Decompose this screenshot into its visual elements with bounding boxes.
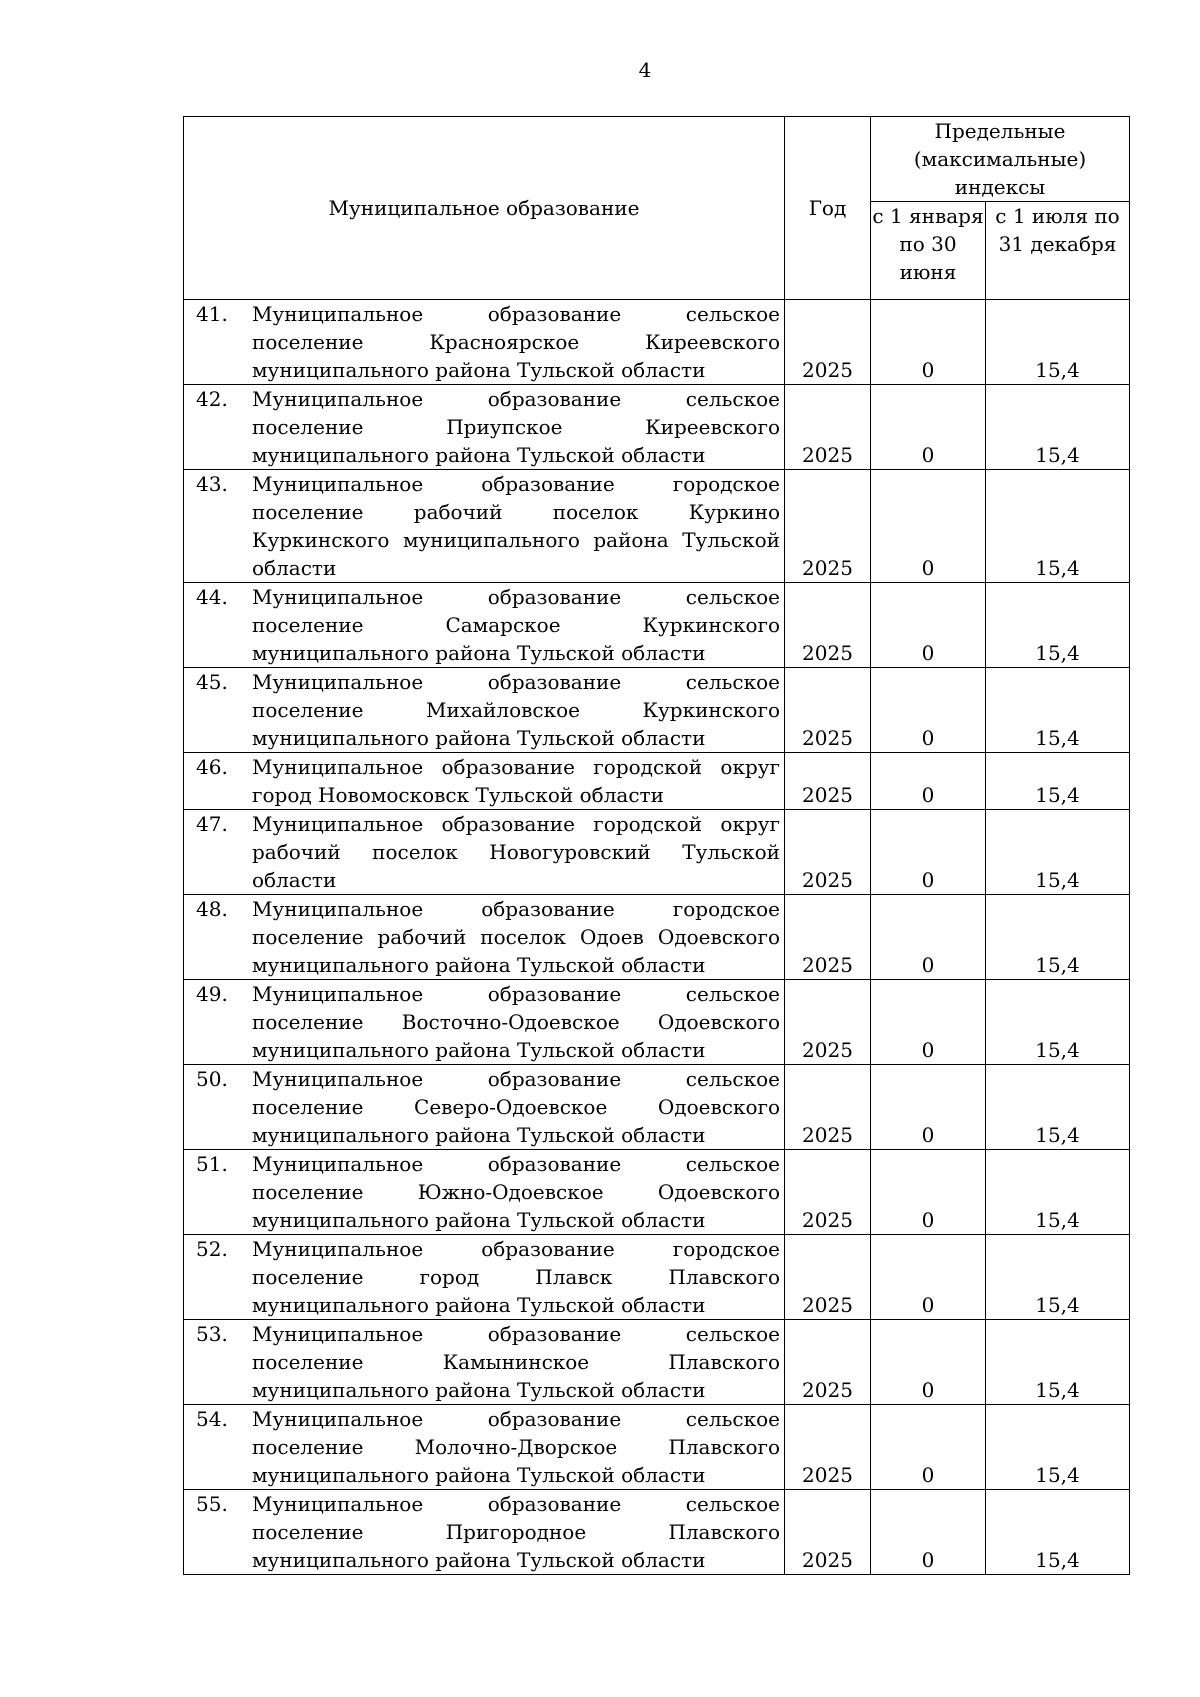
year-cell: 2025 [785,668,871,753]
table-row [184,1320,1130,1405]
municipality-name: Муниципальное образование городской округ город Новомосковск Тульской области [252,755,780,807]
municipality-cell [184,668,785,753]
table-row [184,583,1130,668]
municipality-cell [184,980,785,1065]
year-cell: 2025 [785,1490,871,1575]
page-number: 4 [638,58,652,82]
row-number: 44. [196,585,228,609]
municipality-cell [184,1405,785,1490]
period-1-value: 0 [871,753,986,810]
row-number: 51. [196,1152,228,1176]
municipality-cell [184,1150,785,1235]
header-period-2: с 1 июля по 31 декабря [986,202,1130,300]
municipality-name: Муниципальное образование сельское поселение Михайловское Куркинского муниципального района Тульской области [252,670,780,750]
header-municipality: Муниципальное образование [184,117,785,300]
row-number: 49. [196,982,228,1006]
table-row [184,810,1130,895]
period-2-value: 15,4 [986,300,1130,385]
municipality-name: Муниципальное образование сельское поселение Красноярское Киреевского муниципального района Тульской области [252,302,780,382]
municipality-cell [184,470,785,583]
period-1-value: 0 [871,470,986,583]
municipality-cell [184,1490,785,1575]
row-number: 54. [196,1407,228,1431]
indices-table [183,116,1130,1575]
period-1-value: 0 [871,810,986,895]
municipality-name: Муниципальное образование сельское поселение Южно-Одоевское Одоевского муниципального района Тульской области [252,1152,780,1232]
municipality-name: Муниципальное образование сельское поселение Молочно-Дворское Плавского муниципального района Тульской области [252,1407,780,1487]
period-1-value: 0 [871,583,986,668]
year-cell: 2025 [785,470,871,583]
table-row [184,895,1130,980]
period-2-value: 15,4 [986,1405,1130,1490]
period-1-value: 0 [871,1320,986,1405]
period-2-value: 15,4 [986,1150,1130,1235]
period-1-value: 0 [871,1235,986,1320]
period-2-value: 15,4 [986,980,1130,1065]
header-indices: Предельные (максимальные) индексы [871,117,1130,202]
municipality-name: Муниципальное образование городское поселение рабочий поселок Куркино Куркинского муниципального района Тульской области [252,472,780,580]
year-cell: 2025 [785,300,871,385]
table-row [184,1405,1130,1490]
table-row [184,470,1130,583]
row-number: 47. [196,812,228,836]
municipality-name: Муниципальное образование сельское поселение Северо-Одоевское Одоевского муниципального района Тульской области [252,1067,780,1147]
year-cell: 2025 [785,583,871,668]
period-2-value: 15,4 [986,753,1130,810]
table-row [184,385,1130,470]
year-cell: 2025 [785,810,871,895]
table-row [184,1065,1130,1150]
period-1-value: 0 [871,668,986,753]
period-2-value: 15,4 [986,1065,1130,1150]
period-2-value: 15,4 [986,385,1130,470]
period-1-value: 0 [871,385,986,470]
municipality-cell [184,583,785,668]
municipality-cell [184,753,785,810]
row-number: 52. [196,1237,228,1261]
period-2-value: 15,4 [986,1490,1130,1575]
row-number: 55. [196,1492,228,1516]
period-2-value: 15,4 [986,895,1130,980]
municipality-name: Муниципальное образование сельское поселение Камынинское Плавского муниципального района Тульской области [252,1322,780,1402]
year-cell: 2025 [785,1065,871,1150]
municipality-cell [184,895,785,980]
table-row [184,753,1130,810]
row-number: 46. [196,755,228,779]
period-2-value: 15,4 [986,1235,1130,1320]
period-2-value: 15,4 [986,583,1130,668]
table-row [184,1150,1130,1235]
row-number: 50. [196,1067,228,1091]
period-2-value: 15,4 [986,668,1130,753]
row-number: 48. [196,897,228,921]
row-number: 41. [196,302,228,326]
period-2-value: 15,4 [986,470,1130,583]
period-1-value: 0 [871,300,986,385]
period-2-value: 15,4 [986,810,1130,895]
period-2-value: 15,4 [986,1320,1130,1405]
row-number: 42. [196,387,228,411]
period-1-value: 0 [871,1490,986,1575]
municipality-cell [184,385,785,470]
row-number: 45. [196,670,228,694]
municipality-cell [184,1065,785,1150]
period-1-value: 0 [871,1405,986,1490]
municipality-cell [184,1320,785,1405]
table-row [184,1235,1130,1320]
table-row [184,980,1130,1065]
year-cell: 2025 [785,1405,871,1490]
header-row [184,117,1130,202]
year-cell: 2025 [785,895,871,980]
year-cell: 2025 [785,1150,871,1235]
year-cell: 2025 [785,1235,871,1320]
period-1-value: 0 [871,980,986,1065]
header-year: Год [785,117,871,300]
period-1-value: 0 [871,1150,986,1235]
table-row [184,668,1130,753]
year-cell: 2025 [785,980,871,1065]
period-1-value: 0 [871,1065,986,1150]
period-1-value: 0 [871,895,986,980]
row-number: 43. [196,472,228,496]
table-row [184,1490,1130,1575]
municipality-name: Муниципальное образование сельское поселение Восточно-Одоевское Одоевского муниципального района Тульской области [252,982,780,1062]
municipality-name: Муниципальное образование сельское поселение Пригородное Плавского муниципального района Тульской области [252,1492,780,1572]
year-cell: 2025 [785,1320,871,1405]
year-cell: 2025 [785,385,871,470]
row-number: 53. [196,1322,228,1346]
municipality-name: Муниципальное образование городское поселение город Плавск Плавского муниципального района Тульской области [252,1237,780,1317]
municipality-name: Муниципальное образование сельское поселение Приупское Киреевского муниципального района Тульской области [252,387,780,467]
municipality-cell [184,1235,785,1320]
municipality-name: Муниципальное образование сельское поселение Самарское Куркинского муниципального района Тульской области [252,585,780,665]
year-cell: 2025 [785,753,871,810]
municipality-cell [184,300,785,385]
table-row [184,300,1130,385]
municipality-name: Муниципальное образование городское поселение рабочий поселок Одоев Одоевского муниципального района Тульской области [252,897,780,977]
municipality-cell [184,810,785,895]
header-period-1: с 1 января по 30 июня [871,202,986,300]
municipality-name: Муниципальное образование городской округ рабочий поселок Новогуровский Тульской области [252,812,780,892]
